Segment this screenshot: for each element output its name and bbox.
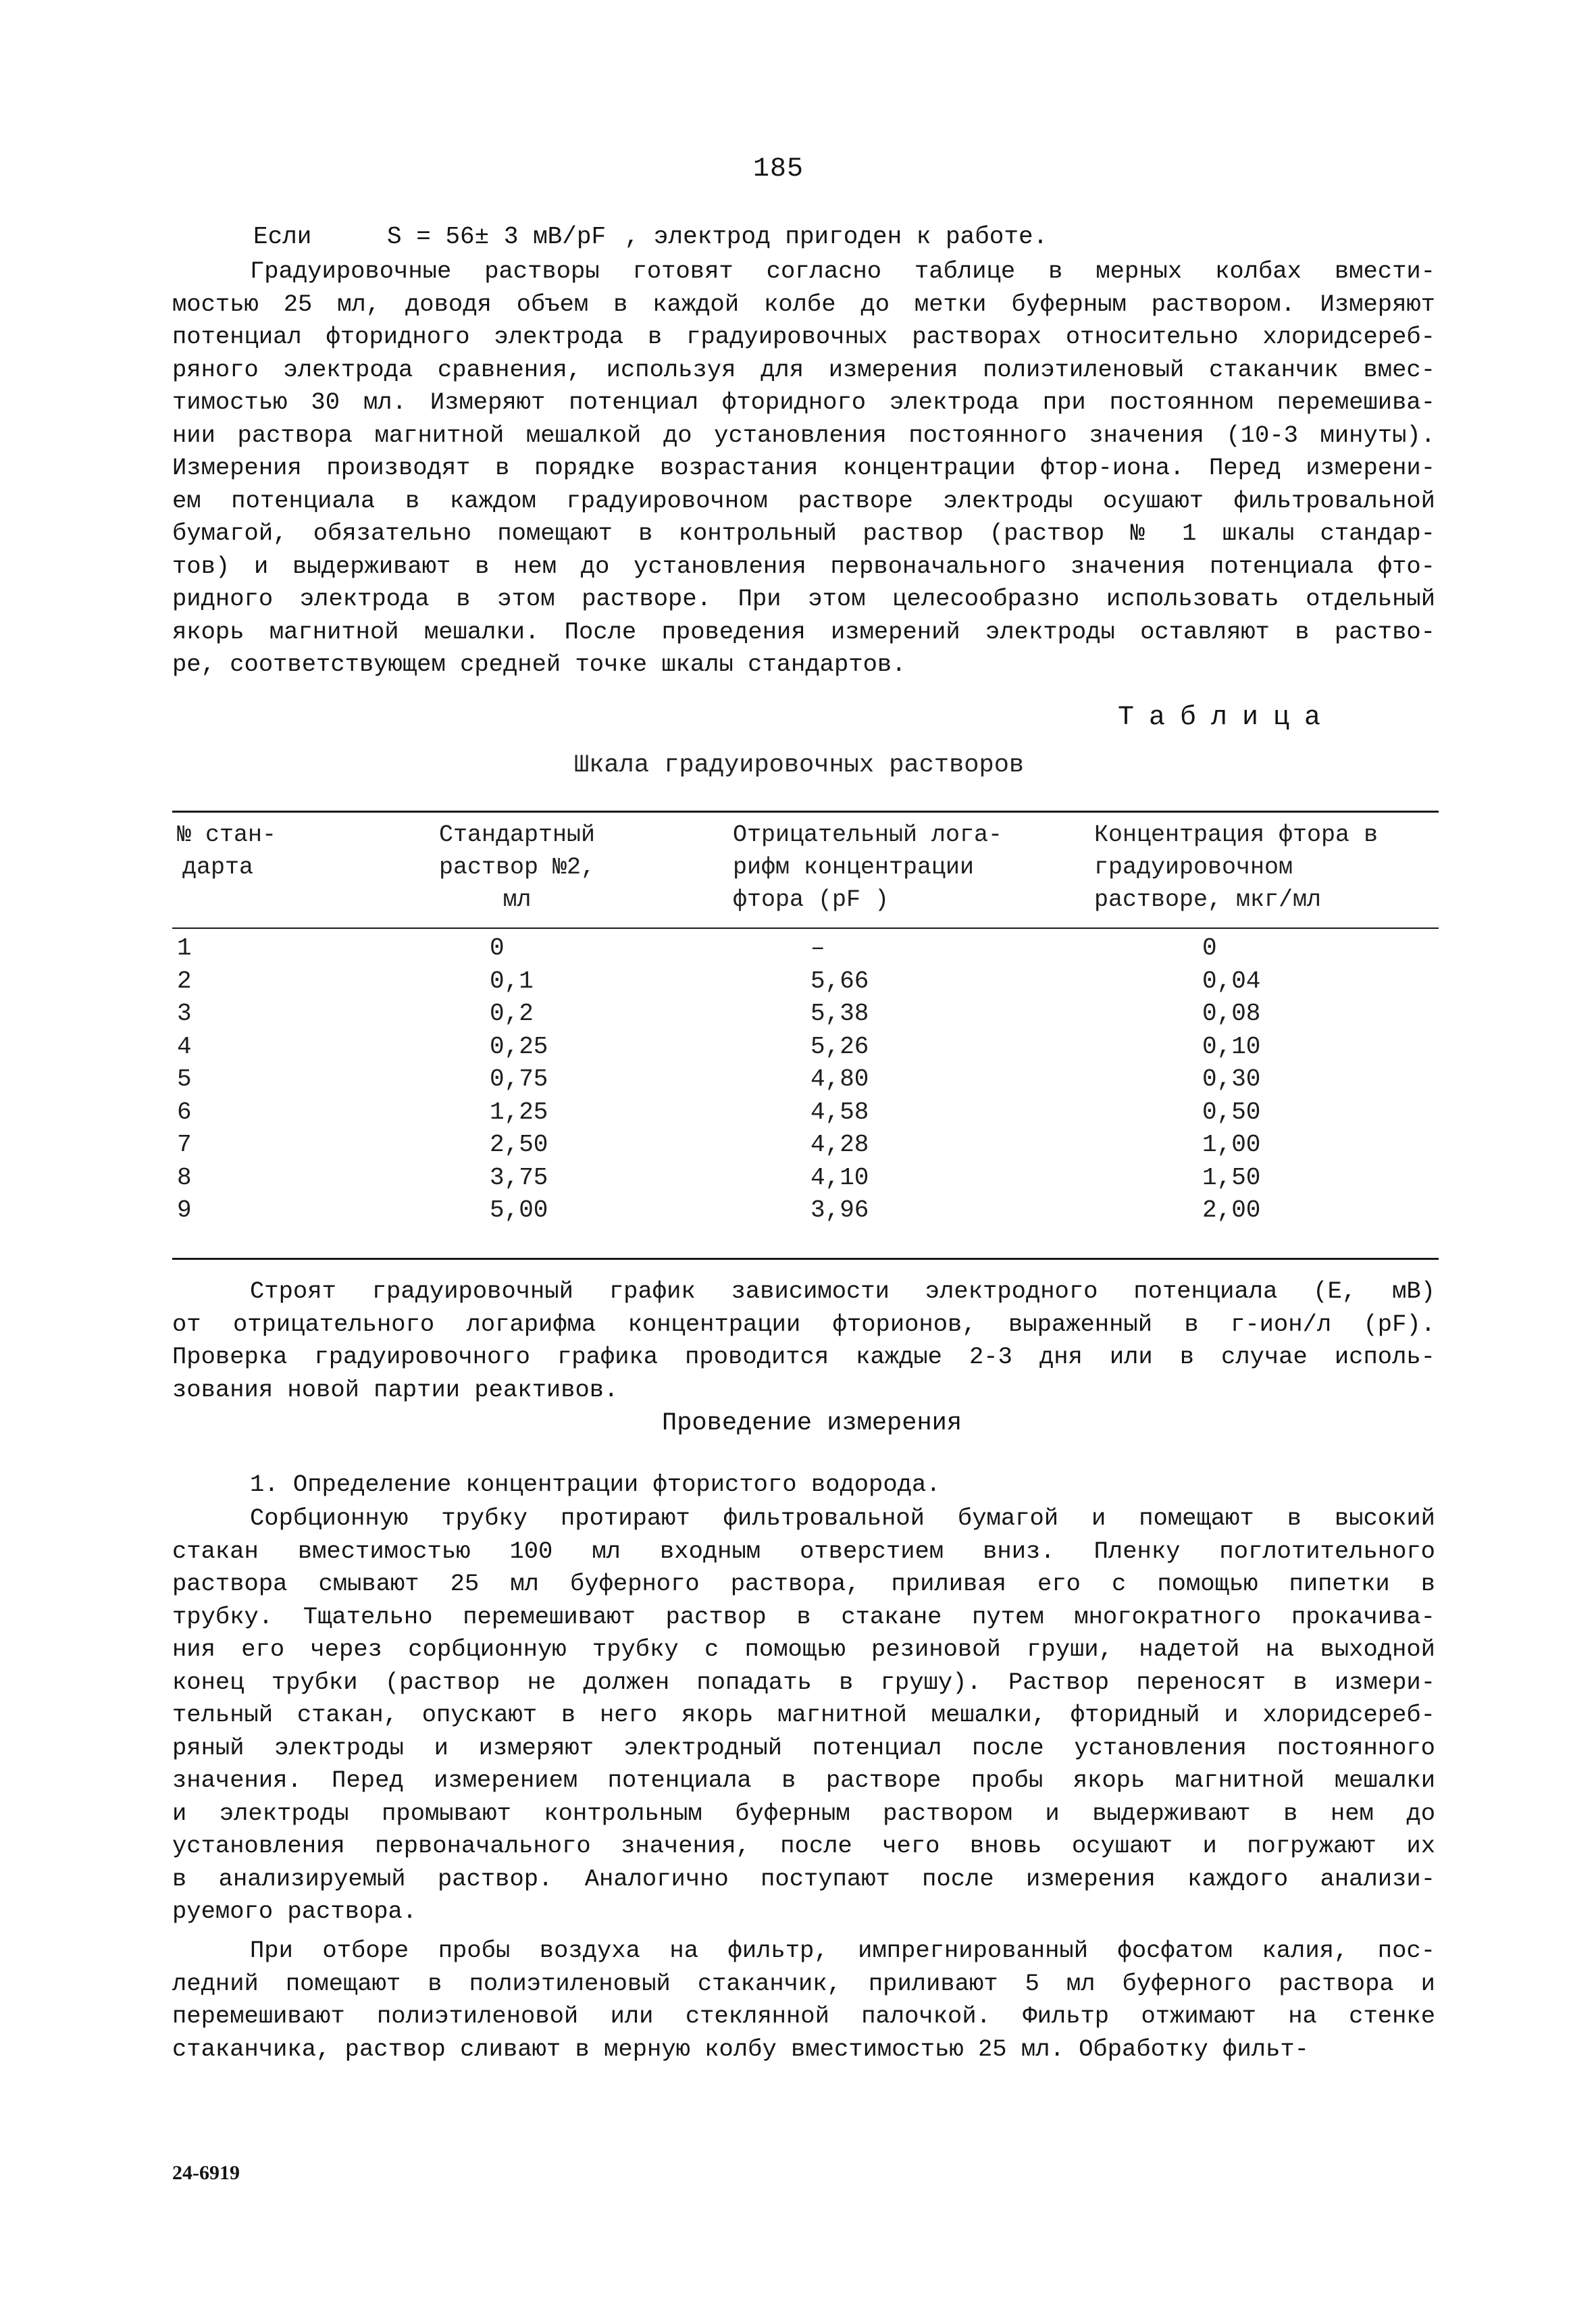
text-line: потенциал фторидного электрода в градуировочных растворах относительно хлоридсереб- xyxy=(172,323,1435,351)
header-fluorine-concentration xyxy=(1094,819,1378,916)
cell-concentration: 1,00 xyxy=(1202,1131,1261,1159)
header-line: Концентрация фтора в xyxy=(1094,821,1379,848)
cell-concentration: 0,08 xyxy=(1202,1000,1261,1027)
header-line: градуировочном xyxy=(1094,854,1293,881)
cell-standard-number: 8 xyxy=(177,1163,192,1192)
table-header-rule xyxy=(172,927,1439,929)
text-line: ре, соответствующем средней точке шкалы стандартов. xyxy=(172,651,906,678)
header-negative-log xyxy=(733,819,1002,916)
text-line: нии раствора магнитной мешалкой до установления постоянного значения (10-3 минуты). xyxy=(172,421,1435,449)
text-line: Проверка градуировочного графика проводится каждые 2-3 дня или в случае исполь- xyxy=(172,1343,1435,1371)
paragraph-calibration-graph xyxy=(172,1275,1435,1406)
text-line: конец трубки (раствор не должен попадать в грушу). Раствор переносят в измери- xyxy=(172,1668,1435,1696)
text-line: значения. Перед измерением потенциала в растворе пробы якорь магнитной мешалки xyxy=(172,1766,1435,1794)
text-line: якорь магнитной мешалки. После проведения измерений электроды оставляют в раство- xyxy=(172,617,1435,646)
cell-pf: 5,26 xyxy=(810,1032,869,1061)
text-line: тельный стакан, опускают в него якорь магнитной мешалки, фторидный и хлоридсереб- xyxy=(172,1701,1435,1729)
text-line: руемого раствора. xyxy=(172,1898,417,1925)
header-line: Стандартный xyxy=(439,821,596,848)
cell-volume: 2,50 xyxy=(490,1131,548,1159)
table-bottom-rule xyxy=(172,1258,1439,1260)
cell-standard-number: 3 xyxy=(177,1000,192,1027)
text-line: ридного электрода в этом растворе. При этом целесообразно использовать отдельный xyxy=(172,585,1435,613)
cell-concentration: 0,10 xyxy=(1202,1032,1261,1061)
header-line: рифм концентрации xyxy=(733,854,975,881)
header-standard-solution xyxy=(439,819,595,916)
text-line: тов) и выдерживают в нем до установления первоначального значения потенциала фто- xyxy=(172,552,1435,580)
cell-volume: 3,75 xyxy=(490,1163,548,1192)
cell-pf: 5,66 xyxy=(810,967,869,995)
cell-volume: 0,1 xyxy=(490,967,534,995)
text-line: бумагой, обязательно помещают в контрольный раствор (раствор № 1 шкалы стандар- xyxy=(172,519,1435,547)
text-line: перемешивают полиэтиленовой или стеклянной палочкой. Фильтр отжимают на стенке xyxy=(172,2002,1435,2030)
cell-pf: 4,58 xyxy=(810,1098,869,1126)
cell-volume: 0 xyxy=(490,934,505,962)
text-line: зования новой партии реактивов. xyxy=(172,1375,619,1404)
header-line: раствор №2, xyxy=(439,854,596,881)
paragraph-calibration-solutions xyxy=(172,255,1435,682)
cell-volume: 0,2 xyxy=(490,1000,534,1027)
header-line: фтора (pF ) xyxy=(733,886,890,913)
page-number: 185 xyxy=(753,154,804,184)
footer-code: 24-6919 xyxy=(172,2162,240,2184)
text-line: ем потенциала в каждом градуировочном растворе электроды осушают фильтровальной xyxy=(172,486,1435,515)
cell-volume: 1,25 xyxy=(490,1098,548,1126)
paragraph-filter-sampling xyxy=(172,1935,1435,2066)
text-line: мостью 25 мл, доводя объем в каждой колбе до метки буферным раствором. Измеряют xyxy=(172,290,1435,318)
cell-concentration: 0 xyxy=(1202,934,1217,962)
cell-standard-number: 7 xyxy=(177,1131,192,1159)
cell-standard-number: 4 xyxy=(177,1032,192,1061)
header-line: № стан- xyxy=(177,821,277,848)
text-line: ния его через сорбционную трубку с помощью резиновой груши, надетой на выходной xyxy=(172,1635,1435,1663)
paragraph-measurement-procedure xyxy=(172,1502,1435,1929)
formula-suffix: , электрод пригоден к работе. xyxy=(624,223,1048,251)
cell-pf: 5,38 xyxy=(810,1000,869,1027)
header-standard-number xyxy=(177,819,276,884)
cell-standard-number: 1 xyxy=(177,934,192,962)
cell-volume: 0,75 xyxy=(490,1065,548,1093)
cell-standard-number: 9 xyxy=(177,1196,192,1224)
text-line: Измерения производят в порядке возрастания концентрации фтор-иона. Перед измерени- xyxy=(172,454,1435,482)
cell-pf: 4,28 xyxy=(810,1131,869,1159)
subsection-heading: 1. Определение концентрации фтористого водорода. xyxy=(250,1471,941,1498)
text-line: стакан вместимостью 100 мл входным отверстием вниз. Пленку поглотительного xyxy=(172,1537,1435,1565)
text-line: При отборе пробы воздуха на фильтр, импрегнированный фосфатом калия, пос- xyxy=(250,1937,1435,1964)
text-line: Градуировочные растворы готовят согласно таблице в мерных колбах вмести- xyxy=(250,257,1435,285)
text-line: установления первоначального значения, после чего вновь осушают и погружают их xyxy=(172,1832,1435,1860)
cell-concentration: 0,30 xyxy=(1202,1065,1261,1093)
text-line: ряный электроды и измеряют электродный потенциал после установления постоянного xyxy=(172,1733,1435,1762)
cell-concentration: 2,00 xyxy=(1202,1196,1261,1224)
table-title: Шкала градуировочных растворов xyxy=(574,751,1025,780)
header-line: мл xyxy=(503,886,532,913)
text-line: ледний помещают в полиэтиленовый стаканчик, приливают 5 мл буферного раствора и xyxy=(172,1969,1435,1998)
header-line: Отрицательный лога- xyxy=(733,821,1003,848)
formula-expression: S = 56± 3 мВ/pF xyxy=(387,223,607,251)
cell-pf: 4,80 xyxy=(810,1065,869,1093)
cell-concentration: 1,50 xyxy=(1202,1163,1261,1192)
text-line: раствора смывают 25 мл буферного раствора, приливая его с помощью пипетки в xyxy=(172,1570,1435,1598)
text-line: и электроды промывают контрольным буферным раствором и выдерживают в нем до xyxy=(172,1799,1435,1827)
text-line: тимостью 30 мл. Измеряют потенциал фторидного электрода при постоянном перемешива- xyxy=(172,388,1435,416)
cell-pf: 4,10 xyxy=(810,1163,869,1192)
cell-volume: 0,25 xyxy=(490,1032,548,1061)
header-line: растворе, мкг/мл xyxy=(1094,886,1322,913)
text-line: стаканчика, раствор сливают в мерную колбу вместимостью 25 мл. Обработку фильт- xyxy=(172,2035,1309,2063)
table-top-rule xyxy=(172,811,1439,813)
cell-standard-number: 6 xyxy=(177,1098,192,1126)
cell-concentration: 0,50 xyxy=(1202,1098,1261,1126)
header-line: дарта xyxy=(182,854,254,881)
formula-prefix: Если xyxy=(253,223,312,251)
text-line: в анализируемый раствор. Аналогично поступают после измерения каждого анализи- xyxy=(172,1864,1435,1893)
cell-concentration: 0,04 xyxy=(1202,967,1261,995)
cell-standard-number: 5 xyxy=(177,1065,192,1093)
formula-line xyxy=(253,223,1061,251)
cell-volume: 5,00 xyxy=(490,1196,548,1224)
cell-pf: – xyxy=(810,934,825,962)
section-heading: Проведение измерения xyxy=(662,1409,962,1438)
table-label: Таблица xyxy=(1118,703,1336,733)
cell-standard-number: 2 xyxy=(177,967,192,995)
text-line: Строят градуировочный график зависимости электродного потенциала (Е, мВ) xyxy=(250,1277,1435,1305)
text-line: Сорбционную трубку протирают фильтровальной бумагой и помещают в высокий xyxy=(250,1504,1435,1532)
cell-pf: 3,96 xyxy=(810,1196,869,1224)
text-line: ряного электрода сравнения, используя для измерения полиэтиленовый стаканчик вмес- xyxy=(172,355,1435,384)
text-line: трубку. Тщательно перемешивают раствор в стакане путем многократного прокачива- xyxy=(172,1602,1435,1631)
text-line: от отрицательного логарифма концентрации фторионов, выраженный в г-ион/л (pF). xyxy=(172,1310,1435,1338)
